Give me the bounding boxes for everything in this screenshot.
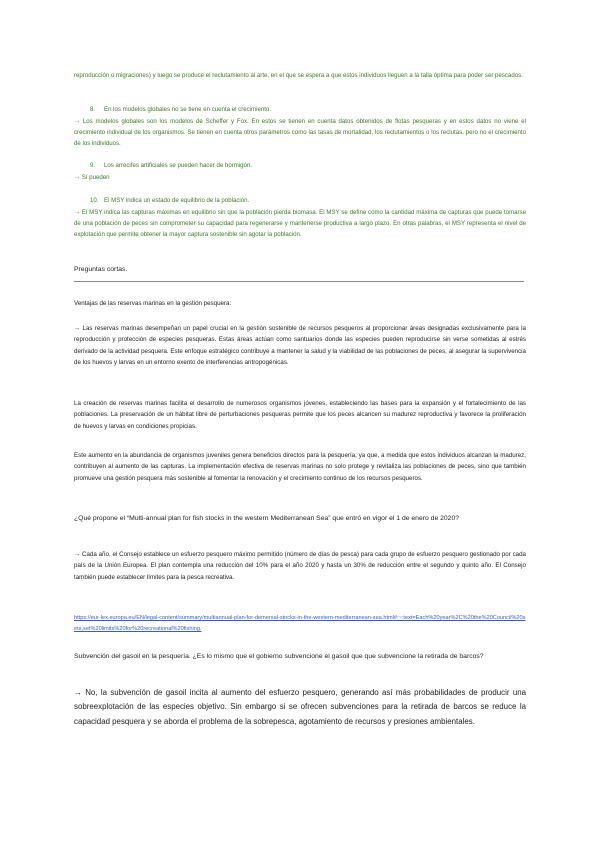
item-8-number: 8. [90,106,96,113]
item-10-statement [74,195,542,206]
plan-answer: → Cada año, el Consejo establece un esfuerzo pesquero máximo permitido (número de días de pesca) para cada grupo de esfuerzo pesquero gestionado por cada país de la Unión Europea. El plan contempla una reducción del 10% para el año 2020 y hasta un 30% de reducción entre el segundo y quinto año. El Consejo también puede establecer límites para la pesca recreativa. [74,551,526,581]
item-10-answer: → El MSY indica las capturas máximas en equilibrio sin que la población pierda biomasa. El MSY se define como la cantidad máxima de capturas que puede tomarse de una población de peces sin comprometer su capacidad para regenerarse y mantenerse productiva a largo plazo. En otras palabras, el MSY representa el nivel de explotación que permite obtener la mayor captura sostenible sin agotar la población. [74,209,526,238]
item-8-text: En los modelos globales no se tiene en cuenta el crecimiento. [104,106,272,113]
item-10-number: 10. [90,197,99,204]
reserves-paragraph-3: Este aumento en la abundancia de organismos juveniles genera beneficios directos para la pesquería, ya que, a medida que estos individuos alcanzan la madurez, contribuyen al aumento de las capturas. La implementación efectiva de reservas marinas no solo protege y revitaliza las poblaciones de peces, sino que también promueve una gestión pesquera más sostenible al fomentar la renovación y el crecimiento continuo de los recursos pesqueros. [74,452,526,482]
section-divider [74,281,524,282]
item-9-text: Los arrecifes artificiales se pueden hacer de hormigón. [104,162,253,169]
item-10-text: El MSY indica un estado de equilibrio de la población. [104,197,250,204]
reserves-question: Ventajas de las reservas marinas en la gestión pesquera: [74,300,232,307]
plan-source-link[interactable]: https://eur-lex.europa.eu/EN/legal-content/summary/multiannual-plan-for-demersal-stocks-in-the-western-mediterranean-sea.html#:~:text=Each%20year%2C%20the%20Council%20sets,set%20limits%20for%20recreational%20fishing. [74,615,526,632]
intro-paragraph: reproducción o migraciones) y luego se produce el reclutamiento al arte, en el que se espera a que estos individuos lleguen a la talla óptima para poder ser pescados. [74,72,523,79]
item-8-answer: → Los modelos globales son los modelos de Scheffer y Fox. En estos se tienen en cuenta datos obtenidos de flotas pesqueras y en estos datos no viene el crecimiento individual de los organismos. Se tienen en cuenta otros parámetros como las tasas de mortalidad, los reclutamientos o los reclutas, pero no el crecimiento de los individuos. [74,118,526,147]
subsidy-answer: → No, la subvención de gasoil incita al aumento del esfuerzo pesquero, generando así más probabilidades de producir una sobreexplotación de las especies objetivo. Sin embargo si se ofrecen subvenciones para la retirada de barcos se reduce la capacidad pesquera y se aborda el problema de la sobrepesca, agotamiento de recursos y presiones ambientales. [74,688,526,726]
reserves-paragraph-1: → Las reservas marinas desempeñan un papel crucial en la gestión sostenible de recursos pesqueros al proporcionar áreas designadas exclusivamente para la reproducción y protección de especies pesqueras. Estas áreas actúan como santuarios donde las especies pueden reproducirse sin verse sometidas al estrés derivado de la actividad pesquera. Este enfoque estratégico contribuye a mantener la salud y la viabilidad de las poblaciones de peces, al asegurar la supervivencia de los huevos y larvas en un entorno exento de interferencias antropogénicas. [74,325,526,366]
plan-question: ¿Qué propone el “Multi-annual plan for fish stocks in the western Mediterranean Sea” que entró en vigor el 1 de enero de 2020? [74,515,460,522]
item-9-answer: → Sí pueden [74,174,110,181]
short-questions-heading: Preguntas cortas. [74,266,128,273]
reserves-paragraph-2: La creación de reservas marinas facilita el desarrollo de numerosos organismos jóvenes, estableciendo las bases para la expansión y el fortalecimiento de las poblaciones. La preservación de un hábitat libre de perturbaciones pesqueras permite que los peces alcancen su madurez reproductiva y favorece la proliferación de huevos y larvas en condiciones propicias. [74,400,526,430]
item-9-statement [74,160,542,171]
subsidy-question: Subvención del gasoil en la pesquería. ¿Es lo mismo que el gobierno subvencione el gasoil que que subvencione la retirada de barcos? [74,653,484,660]
item-8-statement [74,104,542,115]
item-9-number: 9. [90,162,96,169]
